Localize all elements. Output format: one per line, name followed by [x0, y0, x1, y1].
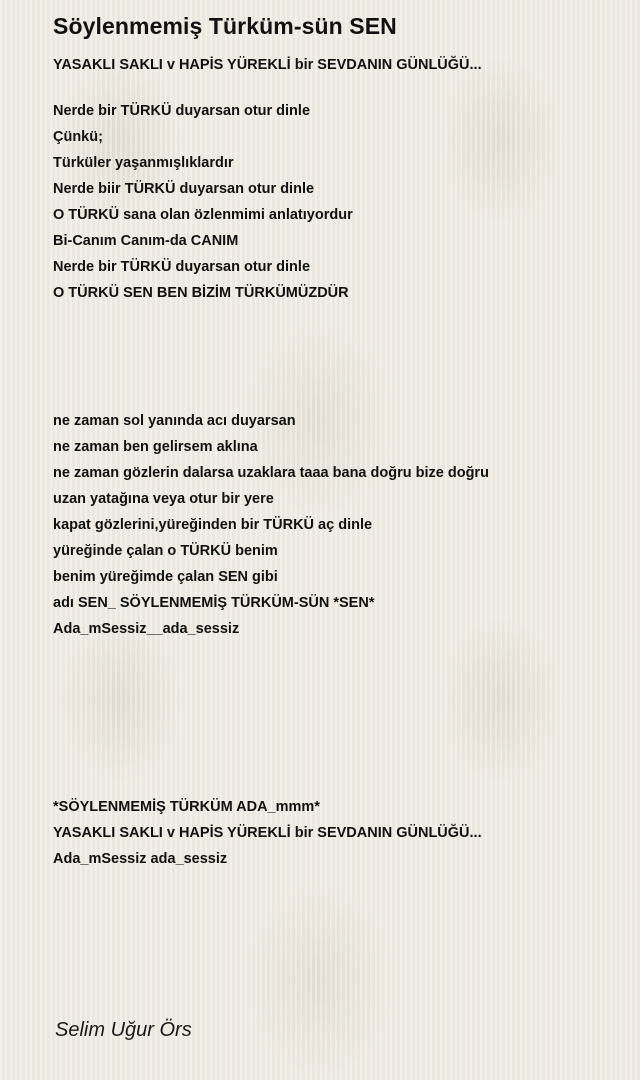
poem-line: O TÜRKÜ SEN BEN BİZİM TÜRKÜMÜZDÜR	[53, 285, 349, 301]
poem-line: *SÖYLENMEMİŞ TÜRKÜM ADA_mmm*	[53, 799, 320, 815]
poem-line: O TÜRKÜ sana olan özlenmimi anlatıyordur	[53, 207, 353, 223]
poem-line: Türküler yaşanmışlıklardır	[53, 155, 234, 171]
poem-line: Ada_mSessiz__ada_sessiz	[53, 621, 240, 637]
author-signature: Selim Uğur Örs	[55, 1019, 192, 1041]
poem-line: kapat gözlerini,yüreğinden bir TÜRKÜ aç dinle	[53, 517, 373, 533]
poem-line: adı SEN_ SÖYLENMEMİŞ TÜRKÜM-SÜN *SEN*	[53, 595, 375, 611]
poem-line: Bi-Canım Canım-da CANIM	[53, 233, 239, 249]
poem-line: uzan yatağına veya otur bir yere	[53, 491, 274, 507]
poem-title: Söylenmemiş Türküm-sün SEN	[53, 13, 397, 39]
poem-line: Çünkü;	[53, 129, 103, 145]
stanza-3	[53, 794, 623, 872]
poem-line: Nerde bir TÜRKÜ duyarsan otur dinle	[53, 259, 311, 275]
poem-line: benim yüreğimde çalan SEN gibi	[53, 569, 278, 585]
poem-line: Nerde bir TÜRKÜ duyarsan otur dinle	[53, 103, 311, 119]
poem-line: ne zaman ben gelirsem aklına	[53, 439, 258, 455]
poem-line: ne zaman sol yanında acı duyarsan	[53, 413, 296, 429]
poem-line: yüreğinde çalan o TÜRKÜ benim	[53, 543, 278, 559]
stanza-2	[53, 408, 623, 642]
poem-subtitle: YASAKLI SAKLI v HAPİS YÜREKLİ bir SEVDANIN GÜNLÜĞÜ...	[53, 57, 482, 73]
poem-line: Ada_mSessiz ada_sessiz	[53, 851, 228, 867]
stanza-1	[53, 98, 623, 306]
poem-line: ne zaman gözlerin dalarsa uzaklara taaa bana doğru bize doğru	[53, 465, 489, 481]
poem-container	[53, 10, 623, 872]
poem-line: YASAKLI SAKLI v HAPİS YÜREKLİ bir SEVDANIN GÜNLÜĞÜ...	[53, 825, 482, 841]
poem-line: Nerde biir TÜRKÜ duyarsan otur dinle	[53, 181, 315, 197]
